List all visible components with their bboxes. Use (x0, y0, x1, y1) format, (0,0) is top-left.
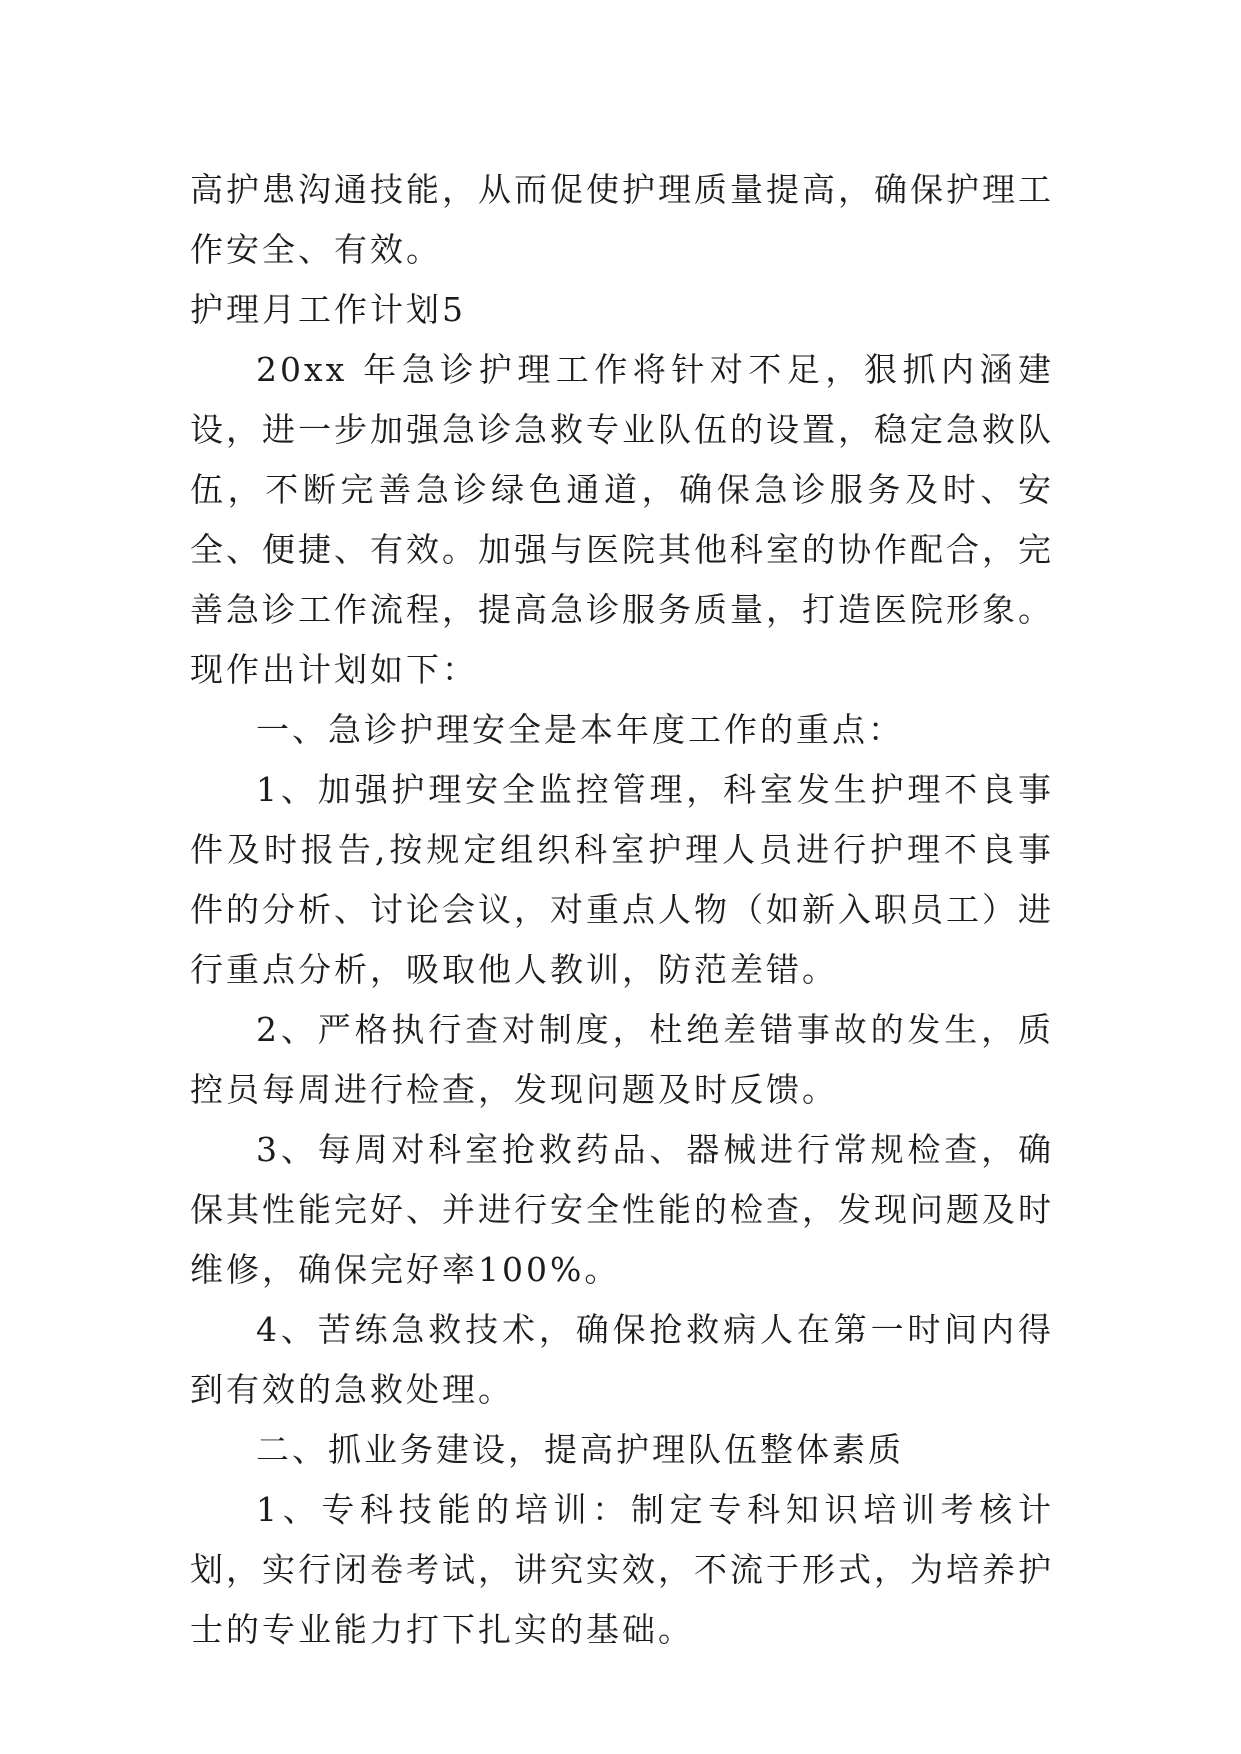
list-item-safety-4: 4、苦练急救技术，确保抢救病人在第一时间内得到有效的急救处理。 (190, 1310, 1054, 1409)
section-heading: 护理月工作计划5 (190, 290, 466, 329)
list-item-business-1: 1、专科技能的培训：制定专科知识培训考核计划，实行闭卷考试，讲究实效，不流于形式，为培养护士的专业能力打下扎实的基础。 (190, 1490, 1054, 1649)
list-item-safety-2: 2、严格执行查对制度，杜绝差错事故的发生，质控员每周进行检查，发现问题及时反馈。 (190, 1010, 1054, 1109)
list-item-safety-3: 3、每周对科室抢救药品、器械进行常规检查，确保其性能完好、并进行安全性能的检查，发现问题及时维修，确保完好率100%。 (190, 1130, 1054, 1289)
paragraph-intro: 20xx 年急诊护理工作将针对不足，狠抓内涵建设，进一步加强急诊急救专业队伍的设置，稳定急救队伍，不断完善急诊绿色通道，确保急诊服务及时、安全、便捷、有效。加强与医院其他科室的协作配合，完善急诊工作流程，提高急诊服务质量，打造医院形象。现作出计划如下： (190, 350, 1054, 689)
document-body (190, 160, 1054, 1660)
subheading-safety: 一、急诊护理安全是本年度工作的重点： (256, 710, 904, 749)
subheading-business: 二、抓业务建设，提高护理队伍整体素质 (256, 1430, 904, 1469)
paragraph-continuation: 高护患沟通技能，从而促使护理质量提高，确保护理工作安全、有效。 (190, 170, 1054, 269)
list-item-safety-1: 1、加强护理安全监控管理，科室发生护理不良事件及时报告,按规定组织科室护理人员进行护理不良事件的分析、讨论会议，对重点人物（如新入职员工）进行重点分析，吸取他人教训，防范差错。 (190, 770, 1054, 989)
